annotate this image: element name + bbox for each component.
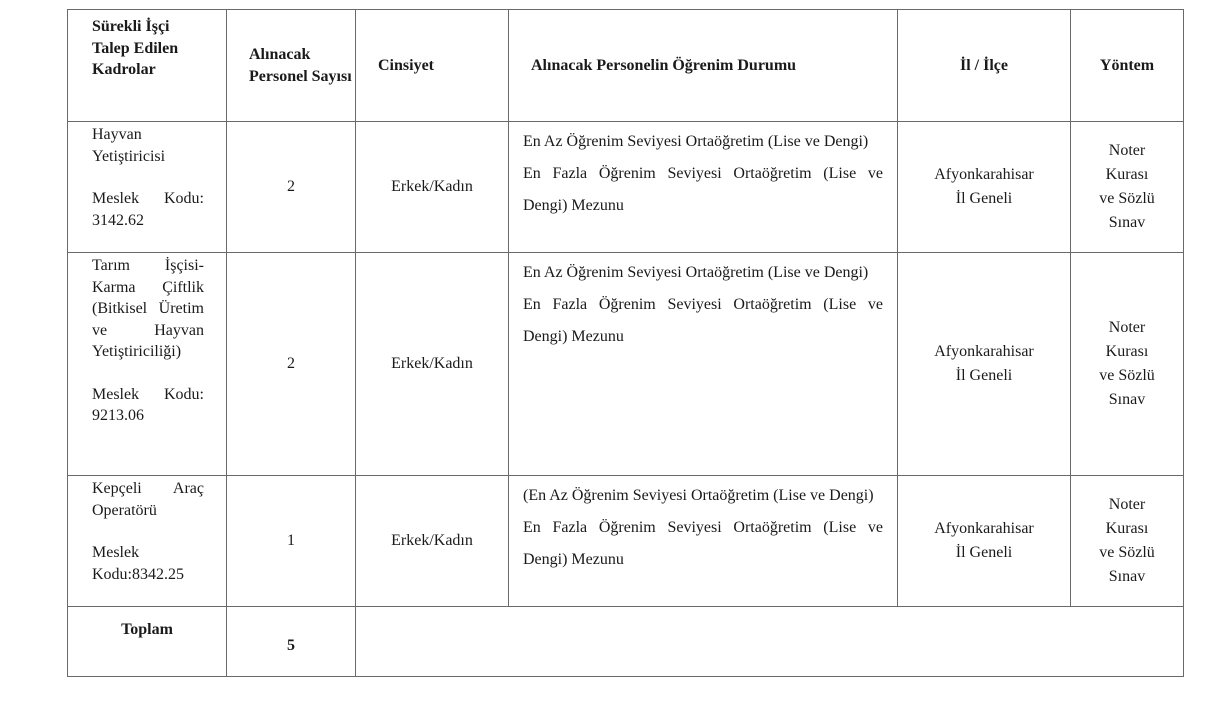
cinsiyet-cell: Erkek/Kadın [356,476,509,607]
il-cell [898,122,1071,253]
yontem-cell [1071,476,1184,607]
yontem-line: Noter [1108,496,1146,513]
total-label: Toplam [68,607,227,677]
kadro-name: Kepçeli Araç Operatörü [92,480,204,519]
il: Afyonkarahisar [934,343,1034,360]
yontem-line: Noter [1108,142,1146,159]
ogrenim-cell [509,122,898,253]
table-row [68,476,1184,607]
table-row [68,253,1184,476]
il-cell [898,253,1071,476]
ilce: İl Geneli [955,190,1013,207]
ogrenim-max: En Fazla Öğrenim Seviyesi Ortaöğretim (Lise ve Dengi) Mezunu [523,296,883,345]
yontem-line: Kurası [1105,343,1149,360]
yontem-line: Sınav [1108,214,1146,231]
header-kadrolar: Sürekli İşçi Talep Edilen Kadrolar [68,10,227,122]
sayi-cell: 1 [227,476,356,607]
cinsiyet-cell: Erkek/Kadın [356,253,509,476]
header-cinsiyet: Cinsiyet [356,10,509,122]
yontem-line: Kurası [1105,520,1149,537]
header-row [68,10,1184,122]
yontem-line: ve Sözlü [1099,367,1155,384]
il: Afyonkarahisar [934,166,1034,183]
sayi-cell: 2 [227,122,356,253]
il: Afyonkarahisar [934,520,1034,537]
ilce: İl Geneli [955,367,1013,384]
yontem-cell [1071,253,1184,476]
yontem-line: Sınav [1108,391,1146,408]
total-value: 5 [227,607,356,677]
kadro-cell [68,122,227,253]
header-il: İl / İlçe [898,10,1071,122]
yontem-line: Noter [1108,319,1146,336]
meslek-kodu: Meslek Kodu: 3142.62 [92,190,204,229]
il-cell [898,476,1071,607]
kadro-name: Hayvan Yetiştiricisi [92,126,166,165]
ilce: İl Geneli [955,544,1013,561]
header-yontem: Yöntem [1071,10,1184,122]
ogrenim-max: En Fazla Öğrenim Seviyesi Ortaöğretim (Lise ve Dengi) Mezunu [523,165,883,214]
table-row [68,122,1184,253]
ogrenim-max: En Fazla Öğrenim Seviyesi Ortaöğretim (Lise ve Dengi) Mezunu [523,519,883,568]
total-empty-cell [356,607,1184,677]
sayi-cell: 2 [227,253,356,476]
ogrenim-cell [509,253,898,476]
kadro-name: Tarım İşçisi-Karma Çiftlik (Bitkisel Üretim ve Hayvan Yetiştiriciliği) [92,257,204,360]
kadro-cell [68,476,227,607]
kadro-cell [68,253,227,476]
yontem-cell [1071,122,1184,253]
header-sayi: Alınacak Personel Sayısı [227,10,356,122]
meslek-kodu: Meslek Kodu:8342.25 [92,544,184,583]
ogrenim-min: (En Az Öğrenim Seviyesi Ortaöğretim (Lise ve Dengi) [523,487,874,504]
header-ogrenim: Alınacak Personelin Öğrenim Durumu [509,10,898,122]
ogrenim-cell [509,476,898,607]
ogrenim-min: En Az Öğrenim Seviyesi Ortaöğretim (Lise ve Dengi) [523,264,869,281]
yontem-line: Kurası [1105,166,1149,183]
yontem-line: ve Sözlü [1099,544,1155,561]
meslek-kodu: Meslek Kodu: 9213.06 [92,385,204,424]
ogrenim-min: En Az Öğrenim Seviyesi Ortaöğretim (Lise ve Dengi) [523,133,869,150]
yontem-line: Sınav [1108,568,1146,585]
personnel-table [67,9,1184,677]
cinsiyet-cell: Erkek/Kadın [356,122,509,253]
total-row [68,607,1184,677]
yontem-line: ve Sözlü [1099,190,1155,207]
